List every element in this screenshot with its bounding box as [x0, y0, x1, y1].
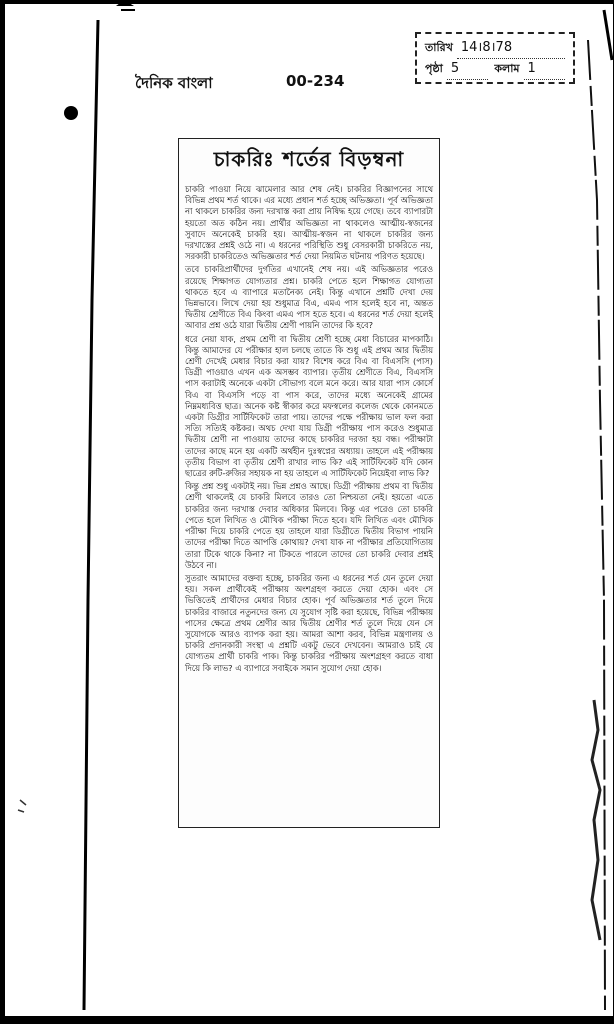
- column-value: 1: [524, 59, 565, 80]
- article-body: [179, 184, 439, 680]
- column-label: কলাম: [494, 62, 520, 75]
- page-value: 5: [447, 59, 488, 80]
- article-paragraph: কিন্তু প্রশ্ন শুধু একটাই নয়। ভিন্ন প্রশ্নও আছে। ডিগ্রী পরীক্ষায় প্রথম বা দ্বিতীয় শ্রেণী থাকলেই যে চাকরি মিলবে তারও তো নিশ্চয়তা নেই। হয়তো এতে চাকরির জন্য দরখাস্ত দেবার অধিকার মিলবে। কিন্তু এর পরেও তো চাকরি পেতে হলে লিখিত ও মৌখিক পরীক্ষা দিতে হবে। যদি লিখিত এবং মৌখিক পরীক্ষা দিয়ে চাকরি পেতে হয় তাহলে যারা ডিগ্রীতে দ্বিতীয় বিভাগ পায়নি তাদের পরীক্ষা দিতে আপত্তি কোথায়? দেখা যাক না পরীক্ষার প্রতিযোগিতায় তারা টিকে থাকে কিনা? না টিকতে পারলে তাদের তো চাকরি দেবার প্রশ্নই উঠবে না।: [185, 481, 433, 570]
- article-paragraph: সুতরাং আমাদের বক্তব্য হচ্ছে, চাকরির জন্য এ ধরনের শর্ত যেন তুলে দেয়া হয়। সকল প্রার্থীকেই পরীক্ষায় অংশগ্রহণ করতে দেয়া হোক। এবং সে ভিত্তিতেই প্রার্থীদের মেধার বিচার হোক। পূর্ব অভিজ্ঞতার শর্ত তুলে দিয়ে চাকরির বাজারে নতুনদের জন্য যে সুযোগ সৃষ্টি করা হয়েছে, বিভিন্ন পরীক্ষায় পাসের ক্ষেত্রে প্রথম শ্রেণীর আর দ্বিতীয় শ্রেণীর শর্ত তুলে দিয়ে যেন সে সুযোগকে আরও ব্যাপক করা হয়। আমরা আশা করব, বিভিন্ন মন্ত্রণালয় ও চাকরি প্রদানকারী সংস্থা এ প্রশ্নটি একটু ভেবে দেখবেন। আমরাও চাই যে যোগ্যতম প্রার্থী চাকরি পাক। কিন্তু চাকরির পরীক্ষায় অংশগ্রহণ করতে বাধা দিয়ে কি লাভ? এ ব্যাপারে সবাইকে সমান সুযোগ দেয়া হোক।: [185, 572, 433, 673]
- article-paragraph: ধরে নেয়া যাক, প্রথম শ্রেণী বা দ্বিতীয় শ্রেণী হচ্ছে মেধা বিচারের মাপকাঠি। কিন্তু আমাদের যে পরীক্ষার হাল চলছে তাতে কি শুধু এই প্রথম আর দ্বিতীয় শ্রেণী দেখেই মেধার বিচার করা যায়? বিশেষ করে বিএ বা বিএসসি (পাস) ডিগ্রী পাওয়াও এখন এক অসম্ভব ব্যাপার। তৃতীয় শ্রেণীতে বিএ, বিএসসি পাস করাটাই অনেকে একটা সৌভাগ্য বলে মনে করে। আর যারা পাস কোর্সে বিএ বা বিএসসি পড়ে বা পাস করে, তাদের মধ্যে অনেকেই গ্রামের নিম্নমধ্যবিত্ত ছাত্র। অনেক কষ্ট স্বীকার করে মফস্বলের কলেজ থেকে কোনমতে একটা ডিগ্রীর সার্টিফিকেট তারা পায়। তাদের পক্ষে পরীক্ষায় ভাল ফল করা সত্যি সত্যিই কষ্টকর। অথচ দেখা যায় ডিগ্রী পরীক্ষায় পাস করেও শুধুমাত্র দ্বিতীয় শ্রেণী না পাওয়ায় তাদের কাছে চাকরির দরজা হয় বন্ধ। পরীক্ষাটা তাদের কাছে মনে হয় একটি অর্থহীন দুঃস্বপ্নের অধ্যায়। তাহলে এই পরীক্ষায় তৃতীয় বিভাগ বা তৃতীয় শ্রেণী রাখার লাভ কি? এই সার্টিফিকেট যদি কোন ছাত্রের রুটি-রুজির সহায়ক না হয় তাহলে এ সার্টিফিকেট নিয়েইবা লাভ কি?: [185, 333, 433, 479]
- punch-hole: [64, 106, 78, 120]
- article-title: চাকরিঃ শর্তের বিড়ম্বনা: [213, 147, 405, 171]
- article-paragraph: তবে চাকরিপ্রার্থীদের দুর্গতির এখানেই শেষ নয়। এই অভিজ্ঞতার পরেও রয়েছে শিক্ষাগত যোগ্যতার প্রশ্ন। চাকরি পেতে হলে শিক্ষাগত যোগ্যতা থাকতে হবে এ ব্যাপারে মতানৈক্য নেই। কিন্তু এখানে প্রশ্নটি দেখা দেয় ভিন্নভাবে। লিখে দেয়া হয় শুধুমাত্র বিএ, এমএ পাস হলেই হবে না, অন্তত দ্বিতীয় শ্রেণীতে বিএ কিংবা এমএ পাস হতে হবে। এ ধরনের শর্ত দেয়া হলেই আবার প্রশ্ন ওঠে যারা দ্বিতীয় শ্রেণী পায়নি তাদের কি হবে?: [185, 264, 433, 331]
- clipping-stamp: [415, 32, 575, 84]
- date-label: তারিখ: [425, 41, 453, 54]
- page-label: পৃষ্ঠা: [425, 62, 443, 75]
- article-paragraph: চাকরি পাওয়া নিয়ে ঝামেলার আর শেষ নেই। চাকরির বিজ্ঞাপনের সাথে বিভিন্ন প্রথম শর্ত থাকে। এর মধ্যে প্রধান শর্ত হচ্ছে অভিজ্ঞতা। পূর্ব অভিজ্ঞতা না থাকলে চাকরির জন্য দরখাস্ত করা প্রায় নিষিদ্ধ হয়ে গেছে। তবে ব্যাপারটা হয়তো অত কঠিন নয়। প্রার্থীর অভিজ্ঞতা না থাকলেও আত্মীয়-স্বজনের সুবাদে অনেকেই চাকরি হয়। আত্মীয়-স্বজন না থাকলে চাকরির জন্য দরখাস্তের প্রশ্নই ওঠে না। এ ধরনের পরিস্থিতি শুধু বেসরকারী চাকরিতে নয়, সরকারী চাকরিতেও অভিজ্ঞতার শর্ত দেয়া নিয়মিত ঘটনায় পরিণত হয়েছে।: [185, 184, 433, 262]
- newspaper-name: দৈনিক বাংলা: [135, 74, 213, 92]
- reference-number: 00-234: [286, 72, 345, 90]
- newspaper-clipping: [178, 138, 440, 828]
- date-value: 14।8।78: [457, 38, 565, 59]
